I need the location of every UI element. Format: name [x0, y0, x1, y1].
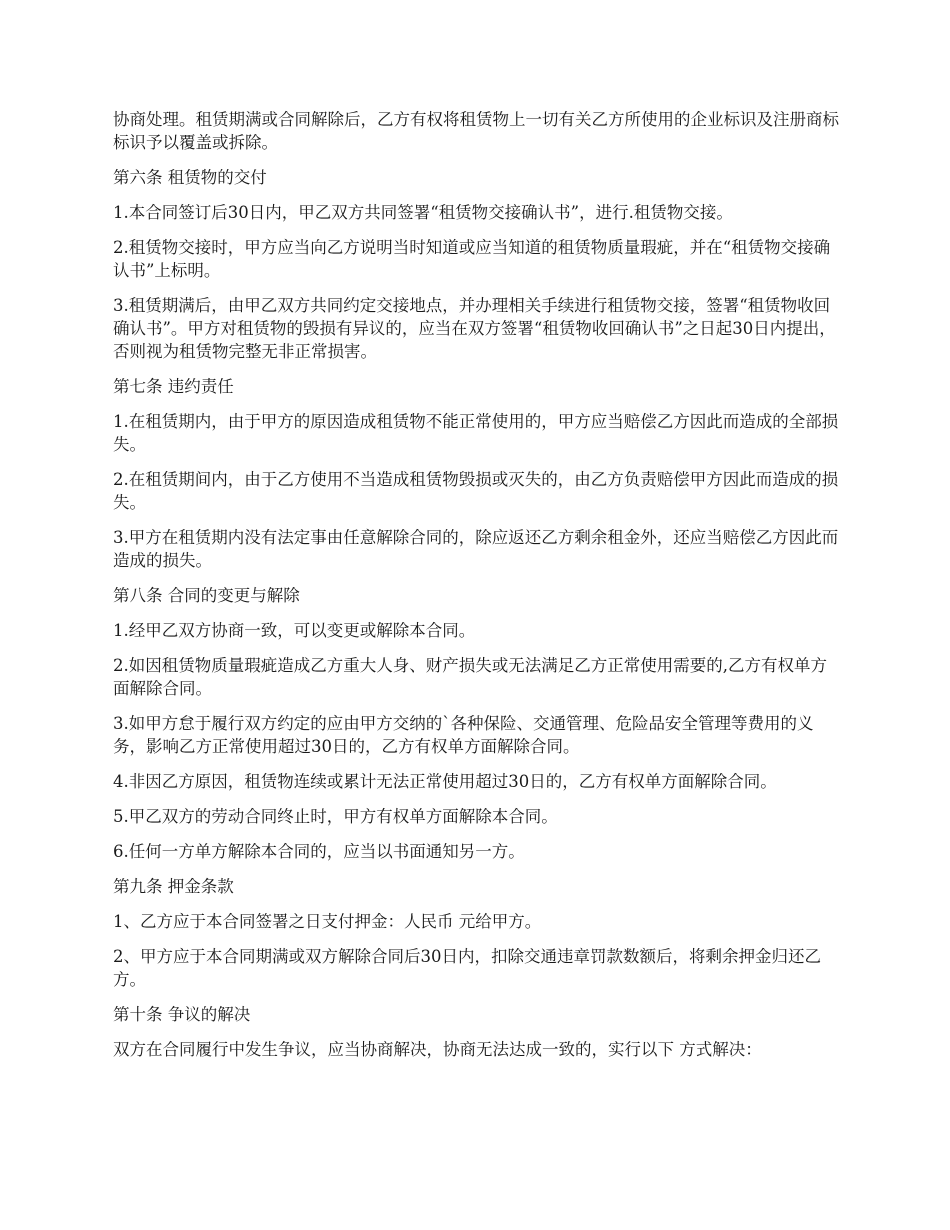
paragraph: 2.租赁物交接时，甲方应当向乙方说明当时知道或应当知道的租赁物质量瑕疵，并在“租赁物交接确认书”上标明。 [113, 238, 831, 280]
paragraph: 双方在合同履行中发生争议，应当协商解决，协商无法达成一致的，实行以下 方式解决： [113, 1040, 762, 1059]
document-page [113, 108, 843, 1073]
paragraph: 1、乙方应于本合同签署之日支付押金：人民币 元给甲方。 [113, 912, 542, 931]
paragraph: 1.经甲乙双方协商一致，可以变更或解除本合同。 [113, 621, 476, 640]
paragraph: 协商处理。租赁期满或合同解除后，乙方有权将租赁物上一切有关乙方所使用的企业标识及注册商标标识予以覆盖或拆除。 [113, 110, 839, 152]
paragraph: 5.甲乙双方的劳动合同终止时，甲方有权单方面解除本合同。 [113, 807, 558, 826]
paragraph: 6.任何一方单方解除本合同的，应当以书面通知另一方。 [113, 842, 525, 861]
paragraph: 3.租赁期满后，由甲乙双方共同约定交接地点，并办理相关手续进行租赁物交接，签署“租赁物收回确认书”。甲方对租赁物的毁损有异议的，应当在双方签署“租赁物收回确认书”之日起30日内提出，否则视为租赁物完整无非正常损害。 [113, 296, 836, 361]
paragraph: 1.本合同签订后30日内，甲乙双方共同签署“租赁物交接确认书”，进行.租赁物交接。 [113, 203, 733, 222]
paragraph: 4.非因乙方原因，租赁物连续或累计无法正常使用超过30日的，乙方有权单方面解除合同。 [113, 772, 777, 791]
paragraph: 2.在租赁期间内，由于乙方使用不当造成租赁物毁损或灭失的，由乙方负责赔偿甲方因此而造成的损失。 [113, 470, 839, 512]
paragraph: 3.如甲方怠于履行双方约定的应由甲方交纳的`各种保险、交通管理、危险品安全管理等费用的义务，影响乙方正常使用超过30日的，乙方有权单方面解除合同。 [113, 714, 814, 756]
section-heading: 第七条 违约责任 [113, 377, 234, 396]
paragraph: 3.甲方在租赁期内没有法定事由任意解除合同的，除应返还乙方剩余租金外，还应当赔偿乙方因此而造成的损失。 [113, 528, 839, 570]
paragraph: 1.在租赁期内，由于甲方的原因造成租赁物不能正常使用的，甲方应当赔偿乙方因此而造成的全部损失。 [113, 412, 839, 454]
paragraph: 2、甲方应于本合同期满或双方解除合同后30日内，扣除交通违章罚款数额后，将剩余押金归还乙方。 [113, 947, 821, 989]
section-heading: 第十条 争议的解决 [113, 1005, 251, 1024]
section-heading: 第八条 合同的变更与解除 [113, 586, 300, 605]
section-heading: 第九条 押金条款 [113, 877, 234, 896]
section-heading: 第六条 租赁物的交付 [113, 168, 267, 187]
paragraph: 2.如因租赁物质量瑕疵造成乙方重大人身、财产损失或无法满足乙方正常使用需要的,乙方有权单方面解除合同。 [113, 656, 827, 698]
